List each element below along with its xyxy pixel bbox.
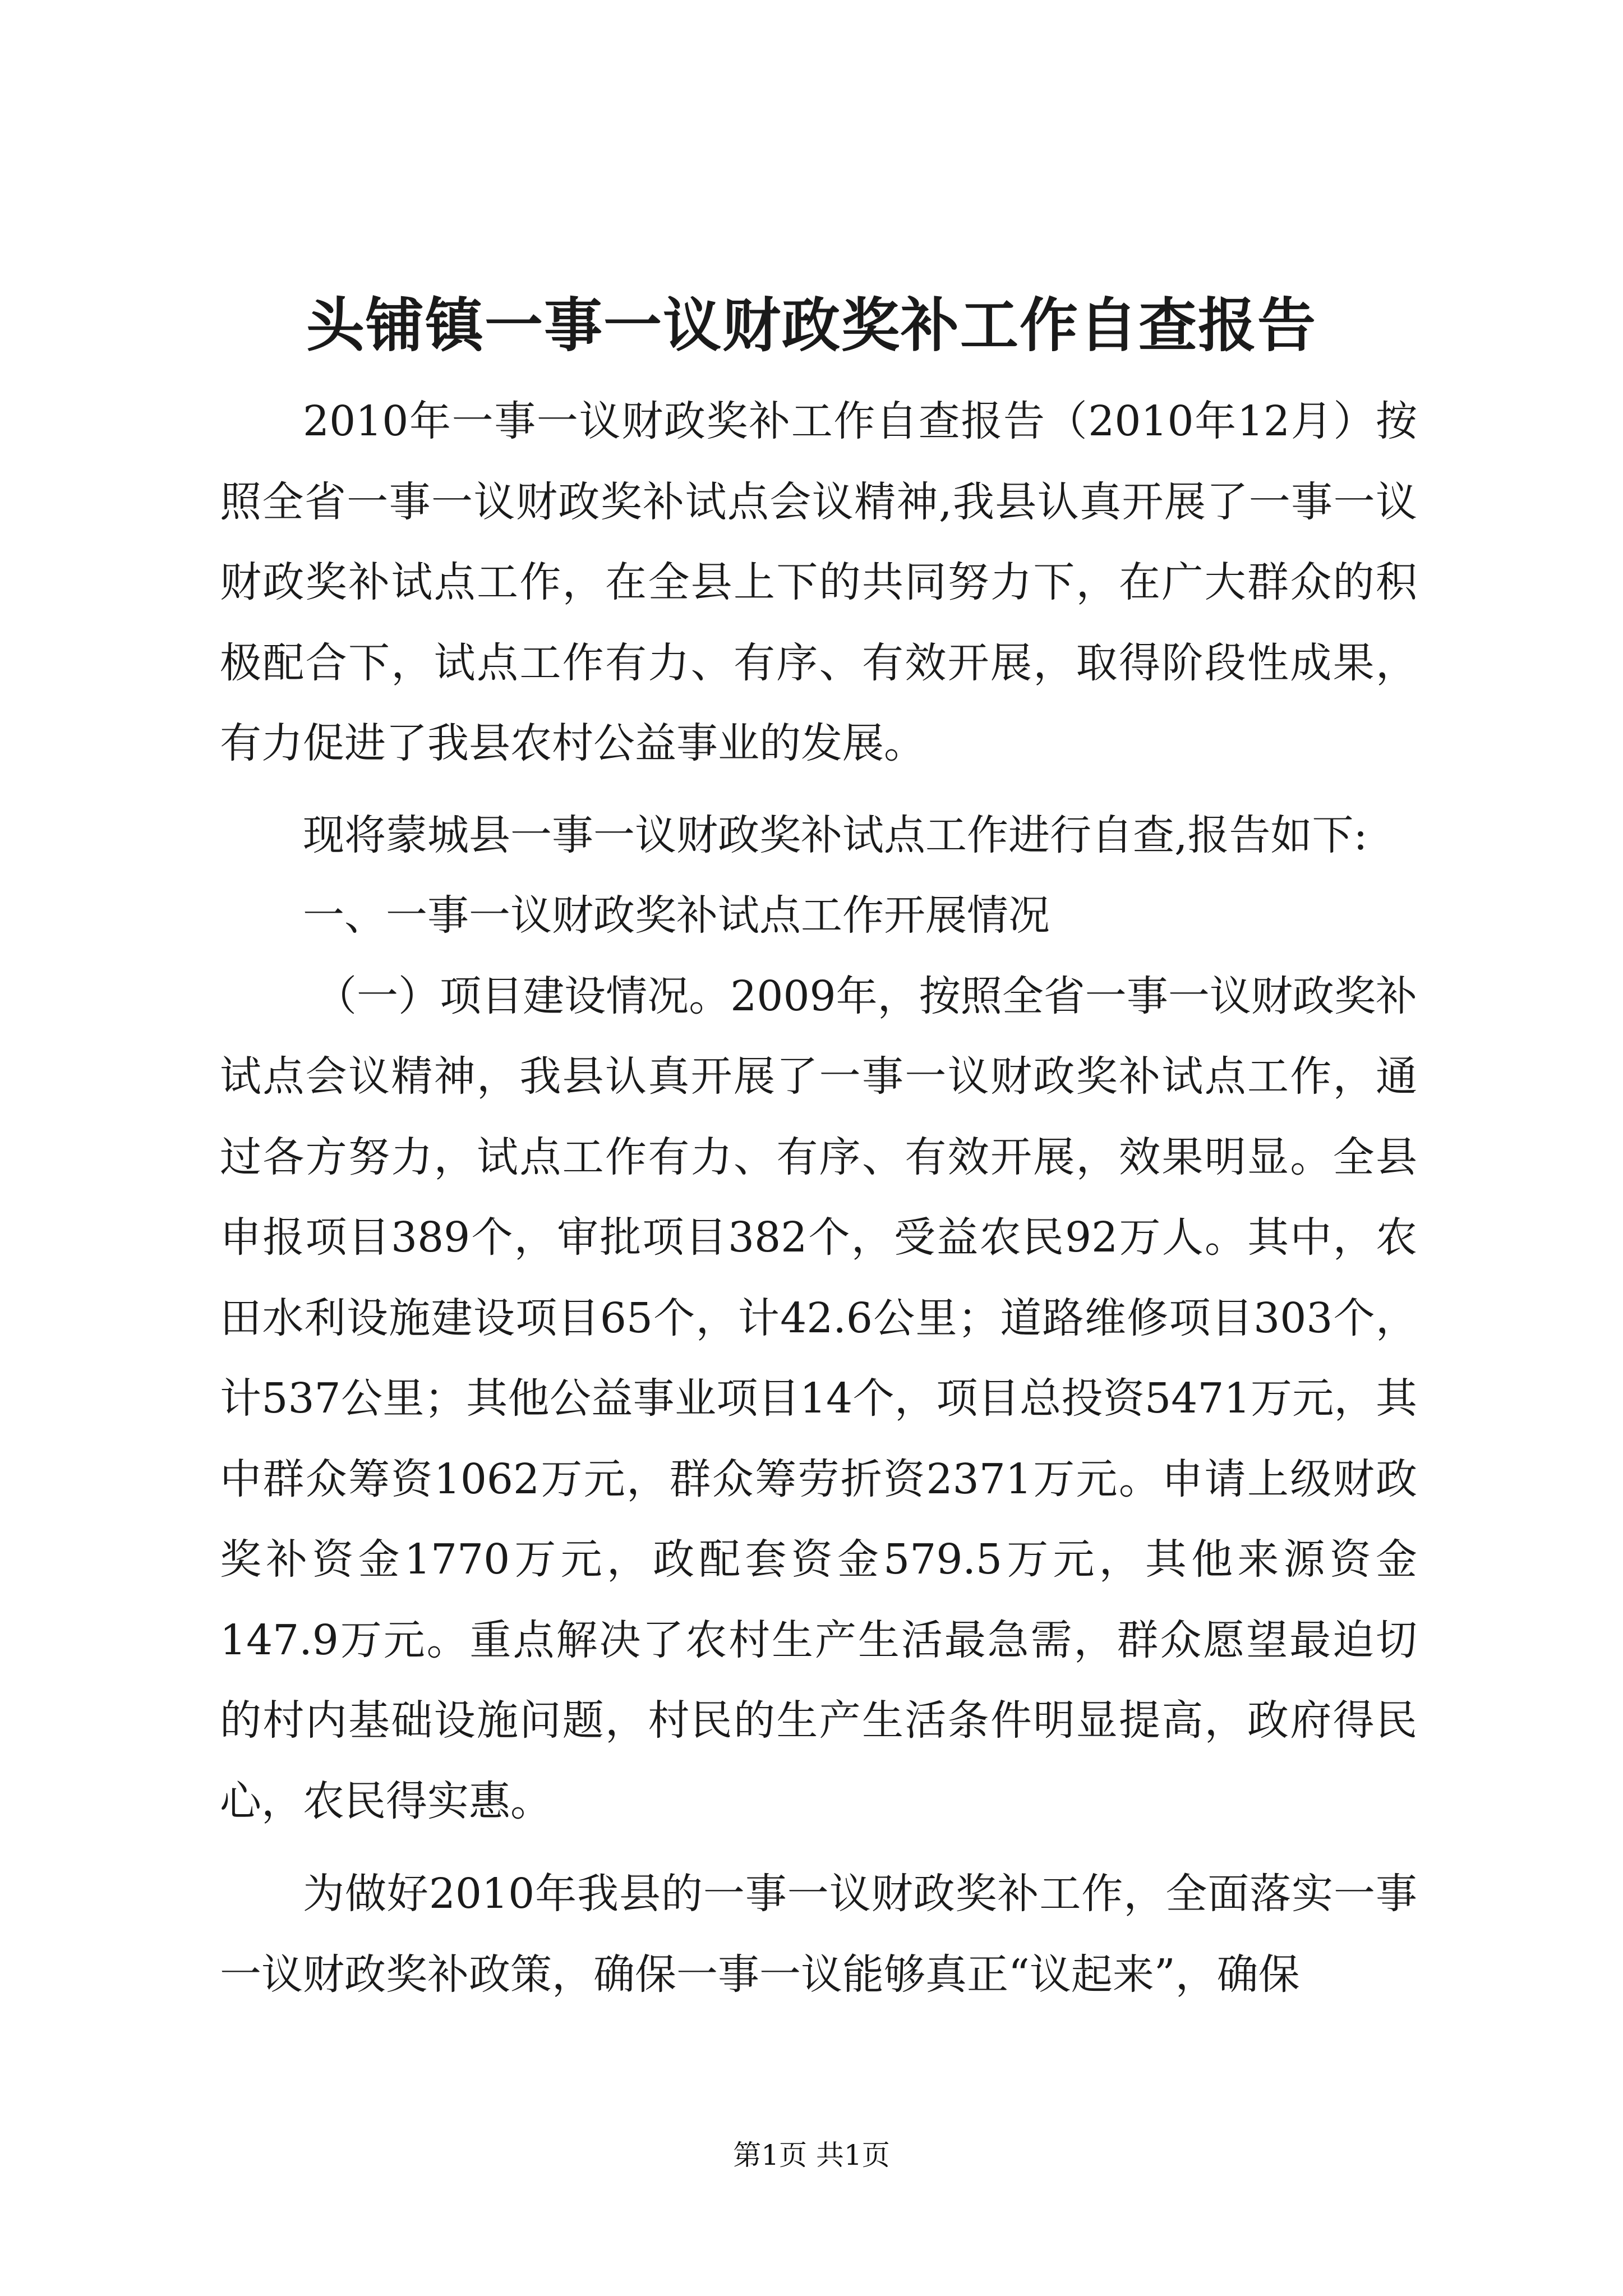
paragraph-intro: 2010年一事一议财政奖补工作自查报告（2010年12月）按照全省一事一议财政奖补试点会议精神,我县认真开展了一事一议财政奖补试点工作，在全县上下的共同努力下，在广大群众的积极配合下，试点工作有力、有序、有效开展，取得阶段性成果，有力促进了我县农村公益事业的发展。: [220, 397, 1417, 767]
paragraph-2010-plan: 为做好2010年我县的一事一议财政奖补工作，全面落实一事一议财政奖补政策，确保一事一议能够真正“议起来”，确保: [220, 1870, 1417, 1999]
page-number: 第1页 共1页: [733, 2139, 890, 2171]
paragraph-project-construction: （一）项目建设情况。2009年，按照全省一事一议财政奖补试点会议精神，我县认真开展了一事一议财政奖补试点工作，通过各方努力，试点工作有力、有序、有效开展，效果明显。全县申报项目389个，审批项目382个，受益农民92万人。其中，农田水利设施建设项目65个，计42.6公里；道路维修项目303个，计537公里；其他公益事业项目14个，项目总投资5471万元，其中群众筹资1062万元，群众筹劳折资2371万元。申请上级财政奖补资金1770万元，政配套资金579.5万元，其他来源资金147.9万元。重点解决了农村生产生活最急需，群众愿望最迫切的村内基础设施问题，村民的生产生活条件明显提高，政府得民心，农民得实惠。: [220, 972, 1417, 1825]
paragraph-report-lead: 现将蒙城县一事一议财政奖补试点工作进行自查,报告如下:: [303, 811, 1368, 859]
document-body: [220, 381, 1417, 2015]
section-heading-1: 一、一事一议财政奖补试点工作开展情况: [303, 891, 1050, 940]
document-title: 头铺镇一事一议财政奖补工作自查报告: [306, 291, 1317, 360]
